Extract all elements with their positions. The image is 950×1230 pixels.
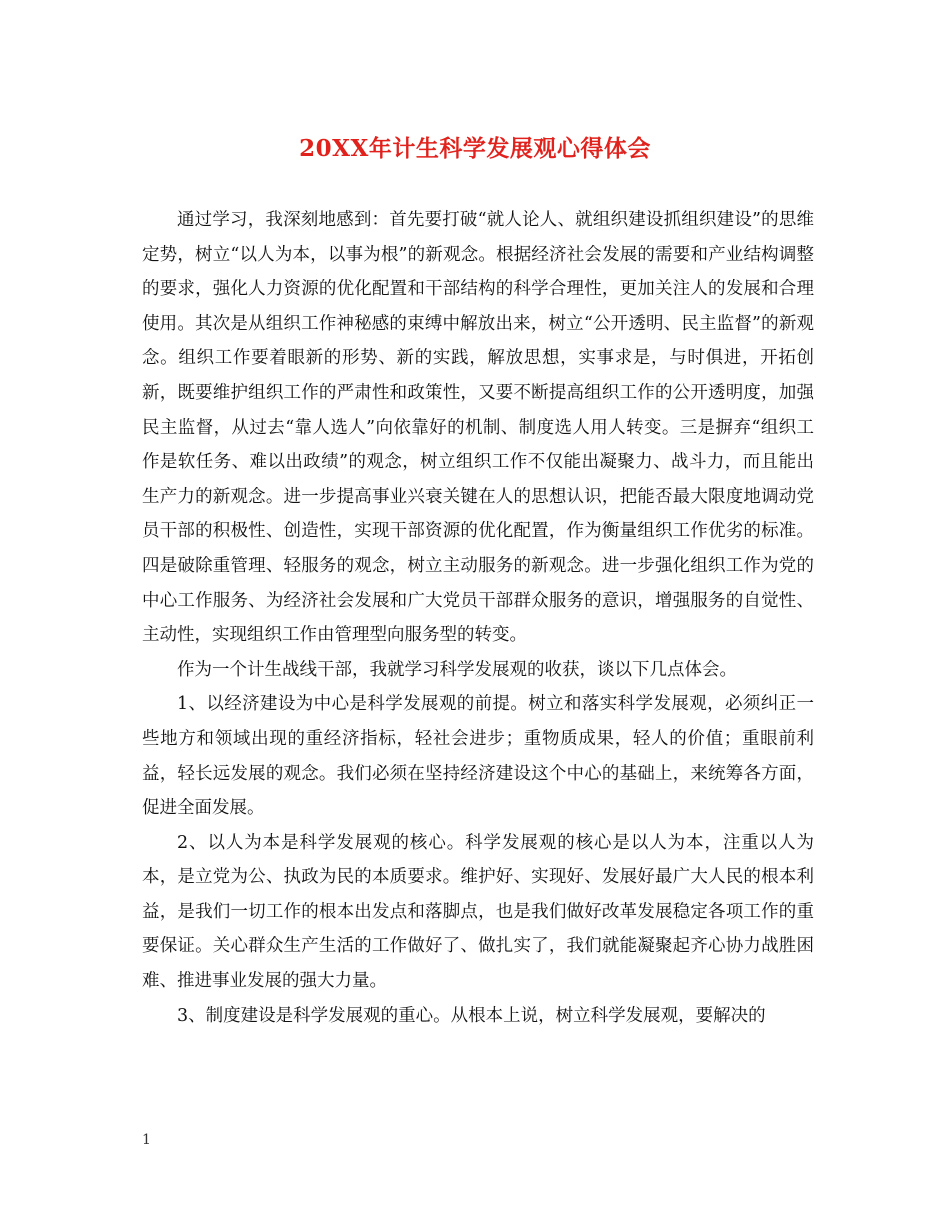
paragraph: 1、以经济建设为中心是科学发展观的前提。树立和落实科学发展观，必须纠正一些地方和领域出现的重经济指标，轻社会进步；重物质成果，轻人的价值；重眼前利益，轻长远发展的观念。我们必须在坚持经济建设这个中心的基础上，来统筹各方面，促进全面发展。 xyxy=(142,694,814,819)
paragraph: 3、制度建设是科学发展观的重心。从根本上说，树立科学发展观，要解决的 xyxy=(177,1005,766,1026)
paragraph: 通过学习，我深刻地感到：首先要打破“就人论人、就组织建设抓组织建设”的思维定势，树立“以人为本，以事为根”的新观念。根据经济社会发展的需要和产业结构调整的要求，强化人力资源的优化配置和干部结构的科学合理性，更加关注人的发展和合理使用。其次是从组织工作神秘感的束缚中解放出来，树立“公开透明、民主监督”的新观念。组织工作要着眼新的形势、新的实践，解放思想，实事求是，与时俱进，开拓创新，既要维护组织工作的严肃性和政策性，又要不断提高组织工作的公开透明度，加强民主监督，从过去“靠人选人”向依靠好的机制、制度选人用人转变。三是摒弃“组织工作是软任务、难以出政绩”的观念，树立组织工作不仅能出凝聚力、战斗力，而且能出生产力的新观念。进一步提高事业兴衰关键在人的思想认识，把能否最大限度地调动党员干部的积极性、创造性，实现干部资源的优化配置，作为衡量组织工作优劣的标准。四是破除重管理、轻服务的观念，树立主动服务的新观念。进一步强化组织工作为党的中心工作服务、为经济社会发展和广大党员干部群众服务的意识，增强服务的自觉性、主动性，实现组织工作由管理型向服务型的转变。 xyxy=(142,210,814,646)
paragraph: 2、以人为本是科学发展观的核心。科学发展观的核心是以人为本，注重以人为本，是立党为公、执政为民的本质要求。维护好、实现好、发展好最广大人民的根本利益，是我们一切工作的根本出发点和落脚点，也是我们做好改革发展稳定各项工作的重要保证。关心群众生产生活的工作做好了、做扎实了，我们就能凝聚起齐心协力战胜困难、推进事业发展的强大力量。 xyxy=(142,832,814,992)
paragraph: 作为一个计生战线干部，我就学习科学发展观的收获，谈以下几点体会。 xyxy=(177,659,737,680)
document-title: 20XX年计生科学发展观心得体会 xyxy=(299,135,651,162)
page-number: 1 xyxy=(142,1132,151,1148)
document-body xyxy=(142,203,814,1033)
